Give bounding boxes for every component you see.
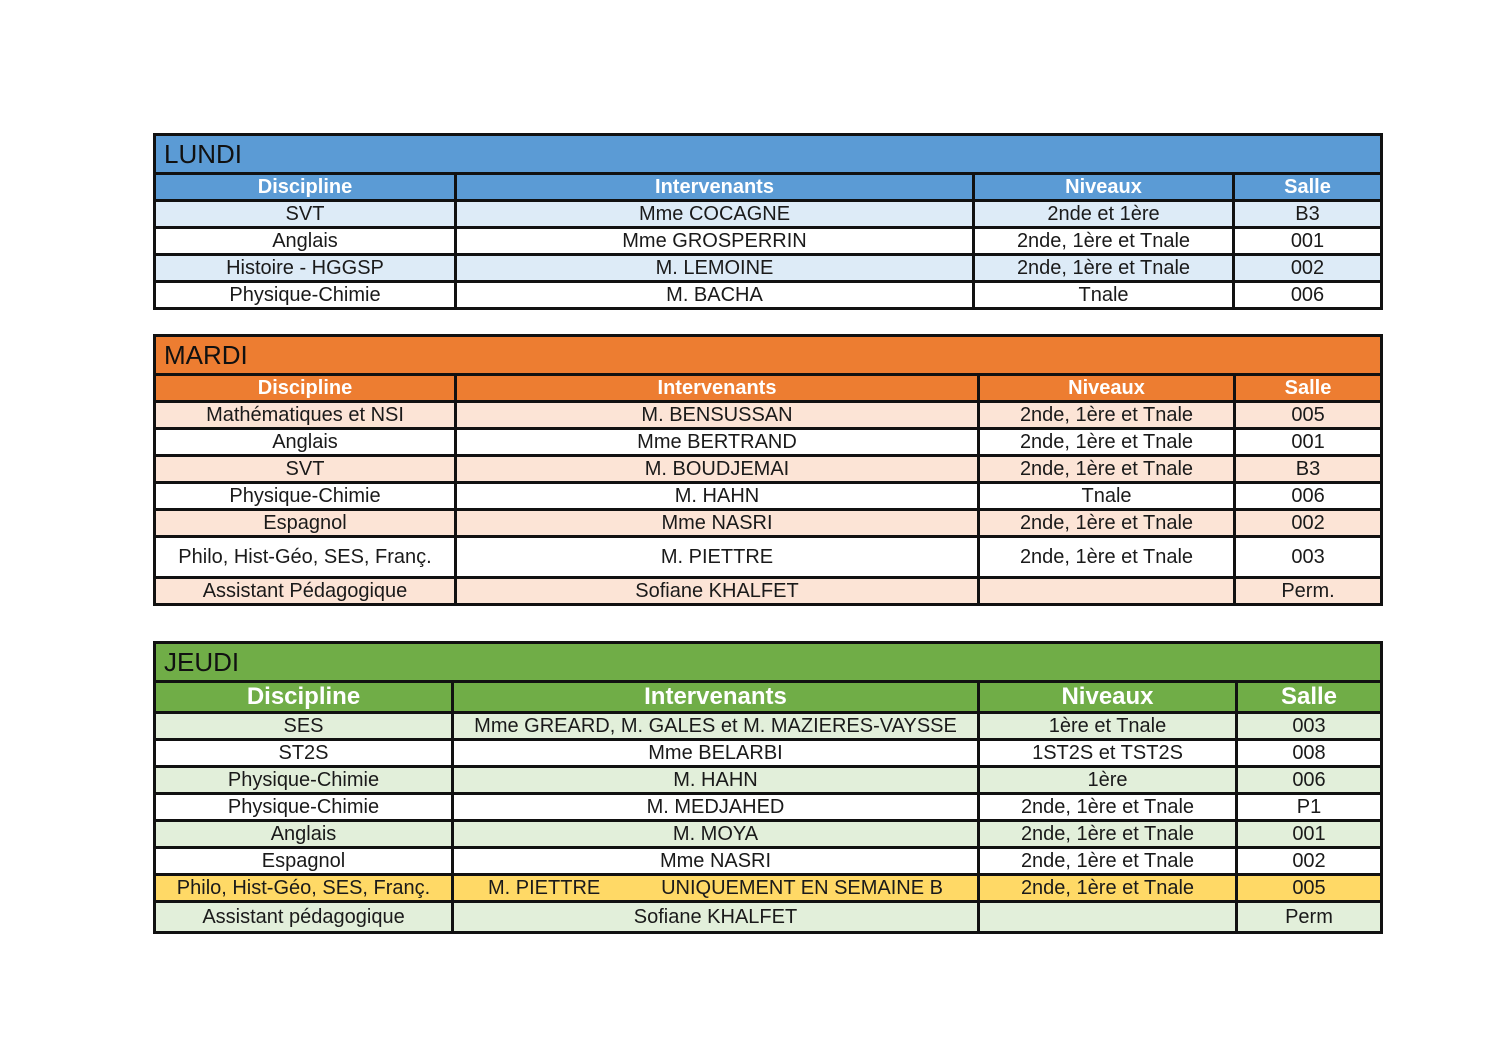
- day-title-lundi: LUNDI: [155, 135, 1382, 174]
- column-header-niveaux: Niveaux: [974, 174, 1234, 201]
- salle-cell: 006: [1234, 282, 1382, 309]
- column-header-intervenants: Intervenants: [456, 375, 979, 402]
- salle-cell: 001: [1237, 821, 1382, 848]
- niveaux-cell: 1ère et Tnale: [979, 713, 1237, 740]
- discipline-cell: Physique-Chimie: [155, 483, 456, 510]
- salle-cell: B3: [1234, 201, 1382, 228]
- niveaux-cell: 1ST2S et TST2S: [979, 740, 1237, 767]
- jeudi-schedule-table: [153, 641, 1380, 934]
- day-title-jeudi: JEUDI: [155, 643, 1382, 682]
- intervenants-cell: [453, 875, 979, 902]
- salle-cell: 001: [1234, 228, 1382, 255]
- discipline-cell: Assistant Pédagogique: [155, 578, 456, 605]
- discipline-cell: Espagnol: [155, 848, 453, 875]
- table-row: [155, 255, 1382, 282]
- salle-cell: 003: [1237, 713, 1382, 740]
- table-row: [155, 510, 1382, 537]
- column-header-discipline: Discipline: [155, 174, 456, 201]
- discipline-cell: Espagnol: [155, 510, 456, 537]
- table-row: [155, 537, 1382, 578]
- intervenants-cell: M. HAHN: [456, 483, 979, 510]
- discipline-cell: Physique-Chimie: [155, 767, 453, 794]
- niveaux-cell: 2nde, 1ère et Tnale: [979, 794, 1237, 821]
- table-row: [155, 429, 1382, 456]
- discipline-cell: Anglais: [155, 821, 453, 848]
- niveaux-cell: 2nde, 1ère et Tnale: [979, 456, 1235, 483]
- table-row: [155, 456, 1382, 483]
- table-row: [155, 713, 1382, 740]
- niveaux-cell: 2nde, 1ère et Tnale: [979, 537, 1235, 578]
- discipline-cell: Anglais: [155, 429, 456, 456]
- table-row: [155, 794, 1382, 821]
- niveaux-cell: [979, 902, 1237, 933]
- table-row: [155, 848, 1382, 875]
- salle-cell: 002: [1237, 848, 1382, 875]
- table-row: [155, 902, 1382, 933]
- intervenants-cell: Mme NASRI: [453, 848, 979, 875]
- salle-cell: Perm: [1237, 902, 1382, 933]
- intervenants-cell: Sofiane KHALFET: [453, 902, 979, 933]
- niveaux-cell: 2nde, 1ère et Tnale: [979, 510, 1235, 537]
- intervenants-cell: M. BENSUSSAN: [456, 402, 979, 429]
- table-row: [155, 402, 1382, 429]
- discipline-cell: Histoire - HGGSP: [155, 255, 456, 282]
- niveaux-cell: 2nde, 1ère et Tnale: [974, 228, 1234, 255]
- niveaux-cell: 1ère: [979, 767, 1237, 794]
- salle-cell: 008: [1237, 740, 1382, 767]
- salle-cell: 002: [1235, 510, 1382, 537]
- salle-cell: 005: [1237, 875, 1382, 902]
- intervenants-cell: M. LEMOINE: [456, 255, 974, 282]
- table-row-highlighted: [155, 875, 1382, 902]
- discipline-cell: Philo, Hist-Géo, SES, Franç.: [155, 537, 456, 578]
- discipline-cell: Anglais: [155, 228, 456, 255]
- niveaux-cell: 2nde, 1ère et Tnale: [979, 848, 1237, 875]
- niveaux-cell: 2nde, 1ère et Tnale: [979, 402, 1235, 429]
- salle-cell: 003: [1235, 537, 1382, 578]
- column-header-salle: Salle: [1235, 375, 1382, 402]
- salle-cell: 002: [1234, 255, 1382, 282]
- salle-cell: 005: [1235, 402, 1382, 429]
- intervenants-cell: Mme GREARD, M. GALES et M. MAZIERES-VAYSSE: [453, 713, 979, 740]
- column-header-salle: Salle: [1237, 682, 1382, 713]
- intervenants-cell: Mme BERTRAND: [456, 429, 979, 456]
- salle-cell: 006: [1237, 767, 1382, 794]
- intervenants-cell: Sofiane KHALFET: [456, 578, 979, 605]
- table-row: [155, 740, 1382, 767]
- niveaux-cell: 2nde, 1ère et Tnale: [979, 875, 1237, 902]
- salle-cell: B3: [1235, 456, 1382, 483]
- discipline-cell: SVT: [155, 456, 456, 483]
- niveaux-cell: 2nde et 1ère: [974, 201, 1234, 228]
- intervenant-name: M. PIETTRE: [488, 876, 601, 899]
- discipline-cell: SES: [155, 713, 453, 740]
- intervenants-cell: Mme COCAGNE: [456, 201, 974, 228]
- niveaux-cell: 2nde, 1ère et Tnale: [979, 429, 1235, 456]
- niveaux-cell: 2nde, 1ère et Tnale: [974, 255, 1234, 282]
- table-row: [155, 578, 1382, 605]
- table-row: [155, 228, 1382, 255]
- intervenants-cell: M. MEDJAHED: [453, 794, 979, 821]
- intervenants-cell: M. MOYA: [453, 821, 979, 848]
- column-header-niveaux: Niveaux: [979, 682, 1237, 713]
- column-header-salle: Salle: [1234, 174, 1382, 201]
- table-row: [155, 821, 1382, 848]
- discipline-cell: Philo, Hist-Géo, SES, Franç.: [155, 875, 453, 902]
- salle-cell: Perm.: [1235, 578, 1382, 605]
- intervenants-cell: M. PIETTRE: [456, 537, 979, 578]
- salle-cell: 001: [1235, 429, 1382, 456]
- column-header-discipline: Discipline: [155, 682, 453, 713]
- niveaux-cell: [979, 578, 1235, 605]
- column-header-discipline: Discipline: [155, 375, 456, 402]
- intervenants-cell: Mme NASRI: [456, 510, 979, 537]
- niveaux-cell: 2nde, 1ère et Tnale: [979, 821, 1237, 848]
- discipline-cell: SVT: [155, 201, 456, 228]
- discipline-cell: ST2S: [155, 740, 453, 767]
- column-header-intervenants: Intervenants: [453, 682, 979, 713]
- niveaux-cell: Tnale: [974, 282, 1234, 309]
- table-row: [155, 201, 1382, 228]
- table-row: [155, 282, 1382, 309]
- intervenants-cell: M. BOUDJEMAI: [456, 456, 979, 483]
- discipline-cell: Assistant pédagogique: [155, 902, 453, 933]
- intervenants-cell: M. HAHN: [453, 767, 979, 794]
- discipline-cell: Physique-Chimie: [155, 282, 456, 309]
- table-row: [155, 483, 1382, 510]
- day-title-mardi: MARDI: [155, 336, 1382, 375]
- intervenants-cell: Mme BELARBI: [453, 740, 979, 767]
- niveaux-cell: Tnale: [979, 483, 1235, 510]
- table-row: [155, 767, 1382, 794]
- column-header-niveaux: Niveaux: [979, 375, 1235, 402]
- mardi-schedule-table: [153, 334, 1380, 606]
- discipline-cell: Mathématiques et NSI: [155, 402, 456, 429]
- intervenants-cell: Mme GROSPERRIN: [456, 228, 974, 255]
- discipline-cell: Physique-Chimie: [155, 794, 453, 821]
- salle-cell: P1: [1237, 794, 1382, 821]
- week-note: UNIQUEMENT EN SEMAINE B: [661, 876, 943, 899]
- intervenants-cell: M. BACHA: [456, 282, 974, 309]
- lundi-schedule-table: [153, 133, 1380, 310]
- salle-cell: 006: [1235, 483, 1382, 510]
- column-header-intervenants: Intervenants: [456, 174, 974, 201]
